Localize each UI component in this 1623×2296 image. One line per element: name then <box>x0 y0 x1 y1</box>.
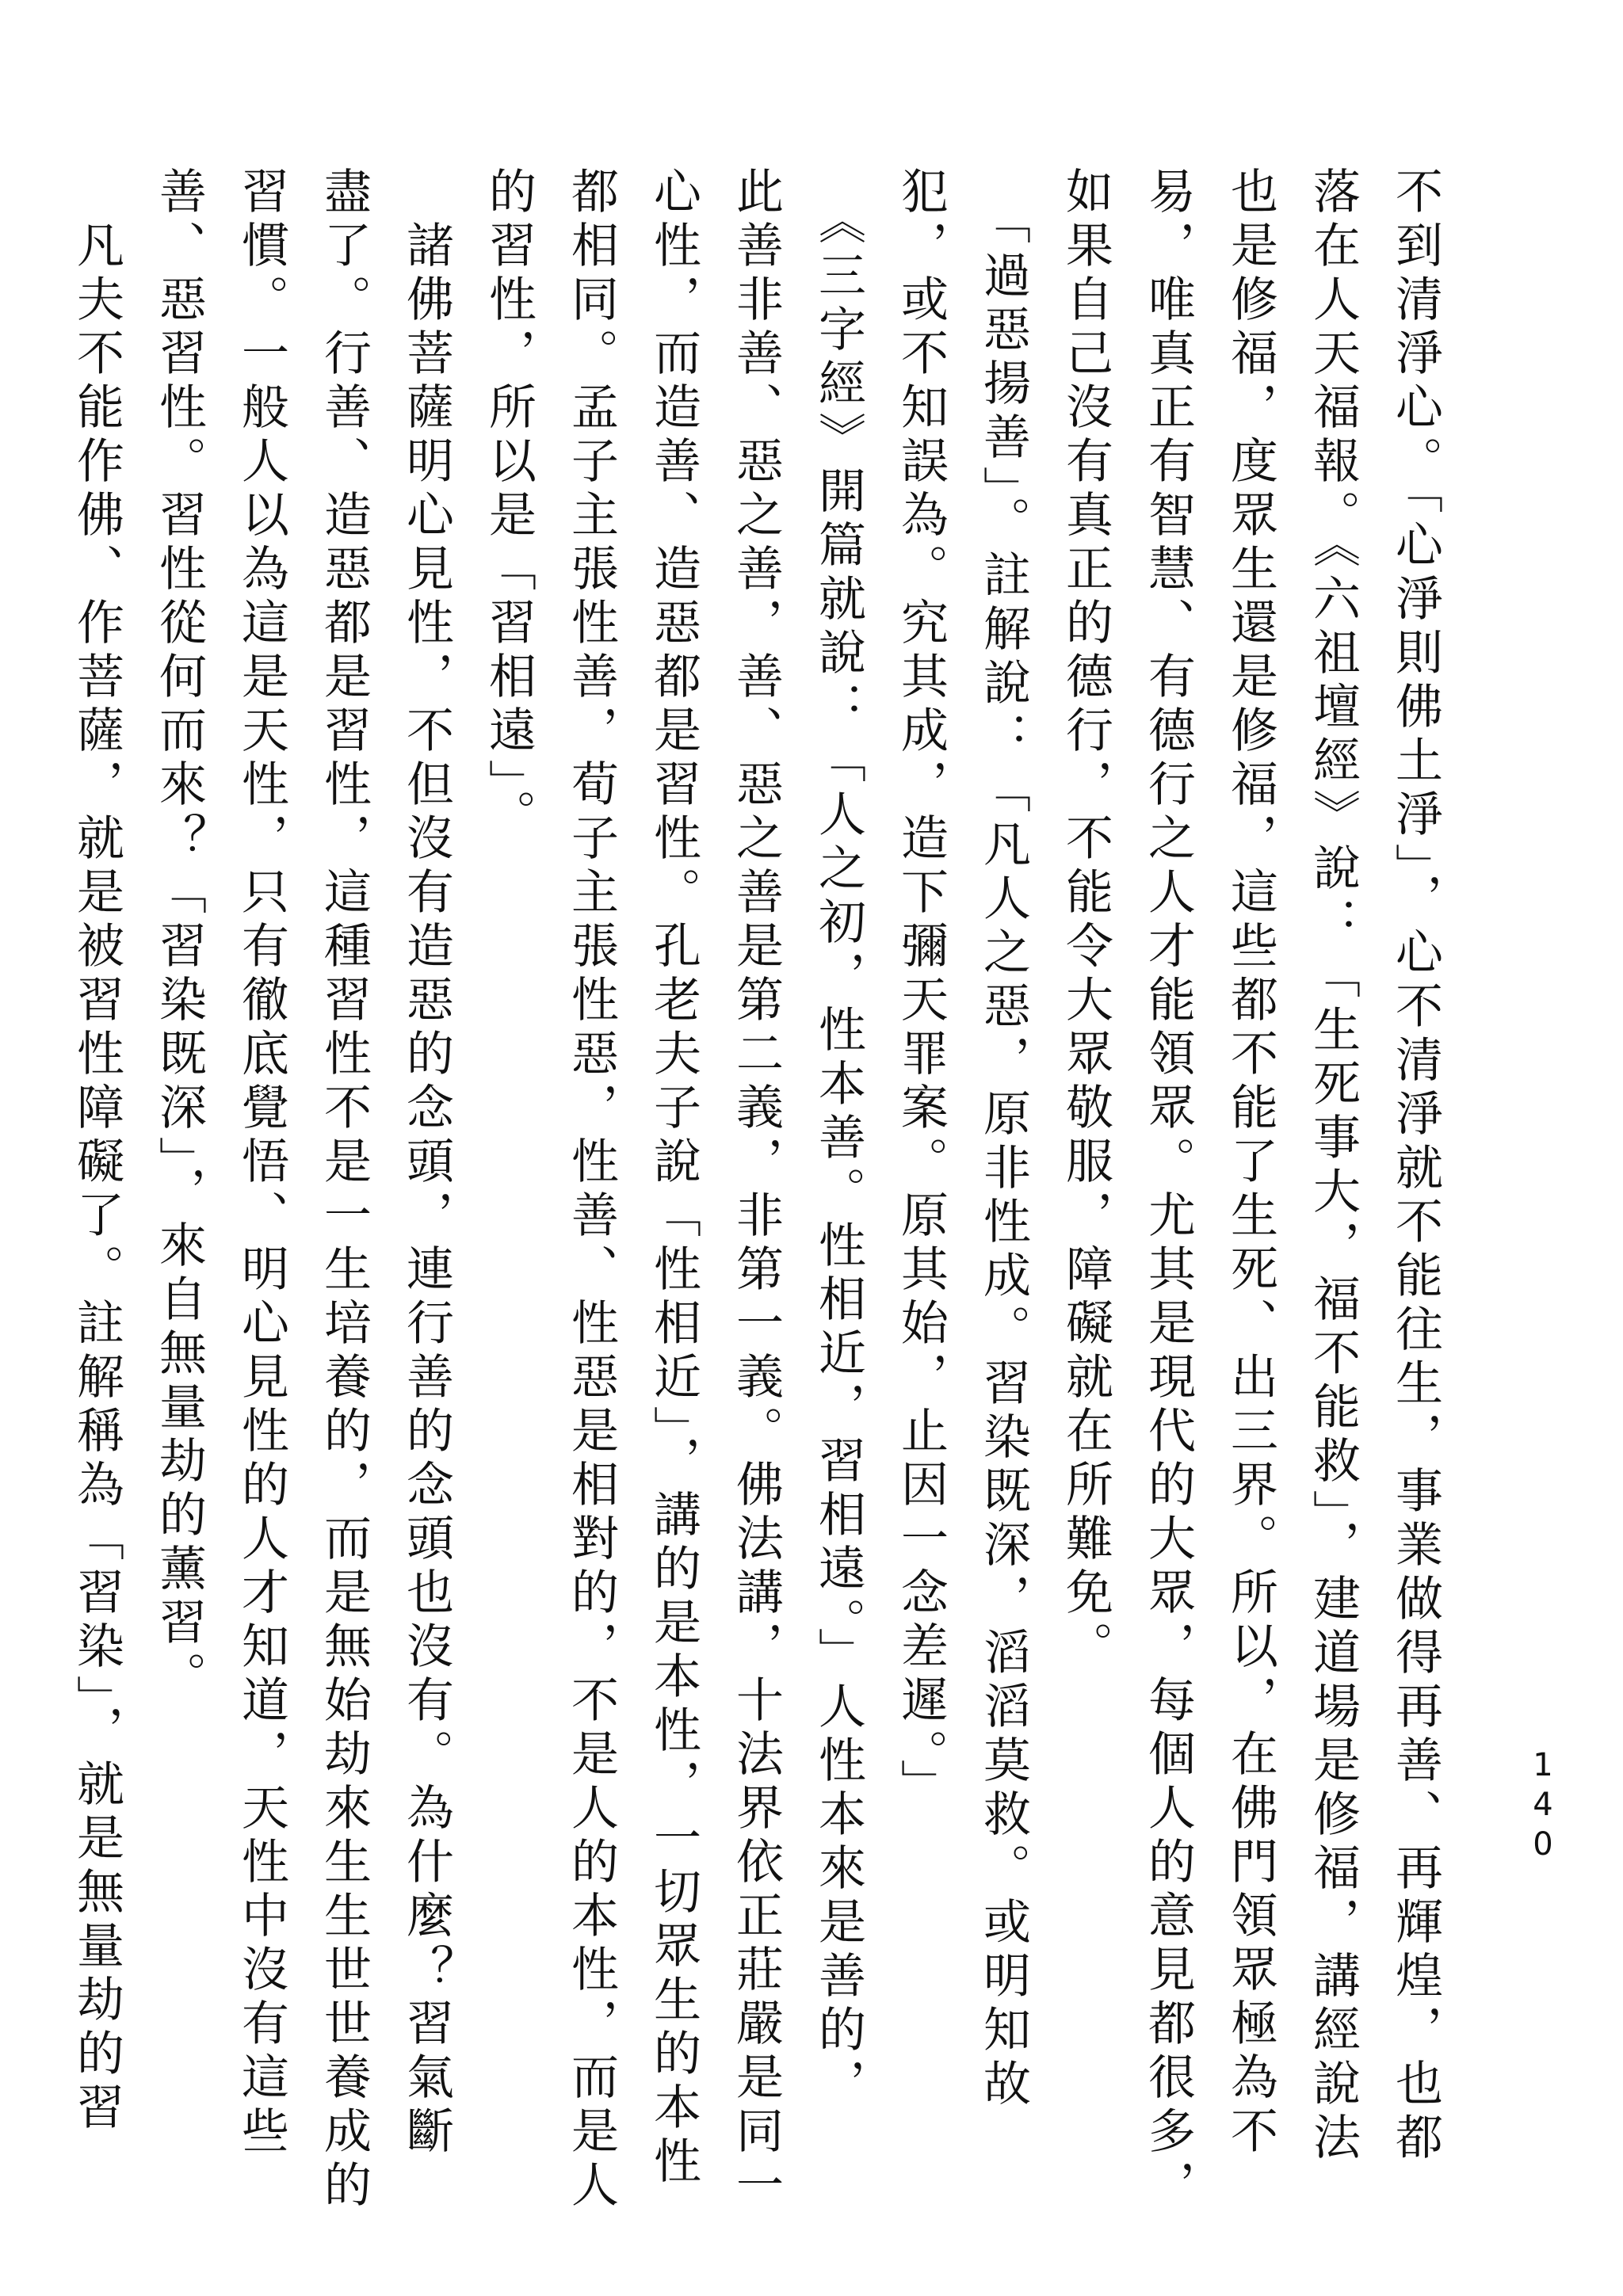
text-column: 習慣。一般人以為這是天性，只有徹底覺悟、明心見性的人才知道，天性中沒有這些 <box>234 166 289 2160</box>
text-column: 如果自己沒有真正的德行，不能令大眾敬服，障礙就在所難免。 <box>1058 166 1113 1675</box>
text-column: 落在人天福報。《六祖壇經》說：「生死事大，福不能救」，建道場是修福，講經說法 <box>1305 166 1361 2166</box>
text-column: 心性，而造善、造惡都是習性。孔老夫子說「性相近」，講的是本性，一切眾生的本性 <box>646 166 701 2190</box>
text-column: 不到清淨心。「心淨則佛土淨」，心不清淨就不能往生，事業做得再善、再輝煌，也都 <box>1388 166 1443 2166</box>
text-column: 盡了。行善、造惡都是習性，這種習性不是一生培養的，而是無始劫來生生世世養成的 <box>316 166 372 2214</box>
text-column: 犯，或不知誤為。究其成，造下彌天罪案。原其始，止因一念差遲。」 <box>893 166 949 1813</box>
text-column: 易，唯真正有智慧、有德行之人才能領眾。尤其是現代的大眾，每個人的意見都很多， <box>1140 166 1196 2214</box>
text-column: 的習性，所以是「習相遠」。 <box>481 166 537 843</box>
text-column: 《三字經》開篇就說：「人之初，性本善。性相近，習相遠。」人性本來是善的， <box>811 166 866 2112</box>
text-column: 都相同。孟子主張性善，荀子主張性惡，性善、性惡是相對的，不是人的本性，而是人 <box>563 166 619 2214</box>
page-number: 140 <box>1525 1747 1561 1866</box>
body-text <box>55 166 1457 2214</box>
text-column: 此善非善、惡之善，善、惡之善是第二義，非第一義。佛法講，十法界依正莊嚴是同一 <box>728 166 784 2214</box>
text-column: 也是修福，度眾生還是修福，這些都不能了生死、出三界。所以，在佛門領眾極為不 <box>1223 166 1278 2160</box>
text-column: 善、惡習性。習性從何而來？「習染既深」，來自無量劫的薰習。 <box>151 166 207 1705</box>
text-column: 凡夫不能作佛、作菩薩，就是被習性障礙了。註解稱為「習染」，就是無量劫的習 <box>69 166 124 2136</box>
text-column: 諸佛菩薩明心見性，不但沒有造惡的念頭，連行善的念頭也沒有。為什麼？習氣斷 <box>399 166 454 2160</box>
text-column: 「過惡揚善」。註解說：「凡人之惡，原非性成。習染既深，滔滔莫救。或明知故 <box>976 166 1031 2112</box>
